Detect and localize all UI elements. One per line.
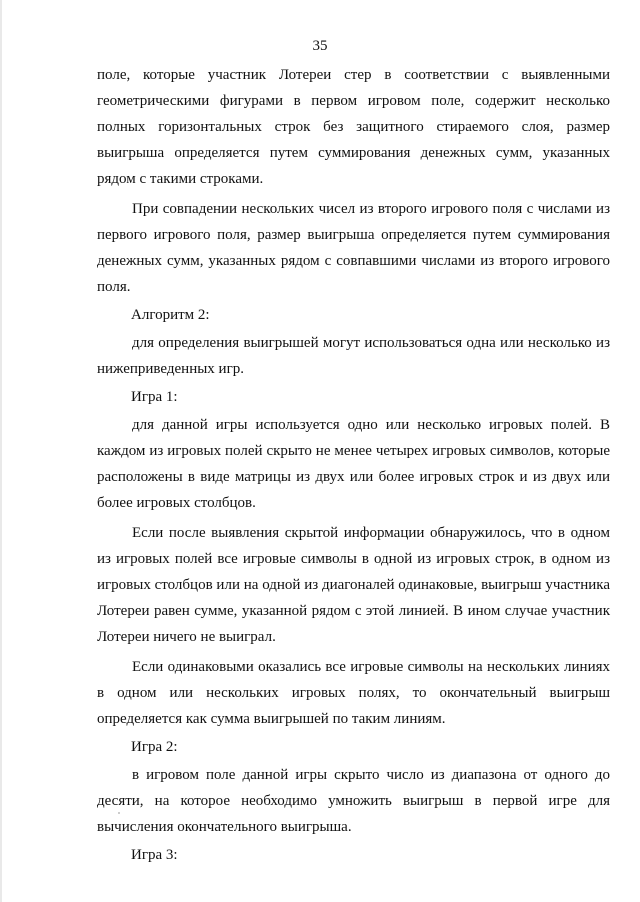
scan-edge (0, 0, 2, 902)
page-number: 35 (312, 38, 328, 54)
scan-speck (118, 812, 120, 814)
heading-game-2: Игра 2: (131, 739, 178, 755)
paragraph-game-1-rule: Если после выявления скрытой информации обнаружилось, что в одном из игровых полей все игровые символы в одной из игровых строк, в одном из игровых столбцов или на одной из диагоналей одинаковые, выигрыш участника Лотереи равен сумме, указанной рядом с этой линией. В ином случае участник Лотереи ничего не выиграл. (97, 525, 610, 645)
paragraph-coincidence: При совпадении нескольких чисел из второго игрового поля с числами из первого игрового поля, размер выигрыша определяется путем суммирования денежных сумм, указанных рядом с совпавшими числами из второго игрового поля. (97, 201, 610, 295)
heading-game-3: Игра 3: (131, 847, 178, 863)
heading-game-1: Игра 1: (131, 389, 178, 405)
paragraph-game-1-multi: Если одинаковыми оказались все игровые символы на нескольких линиях в одном или нескольких игровых полях, то окончательный выигрыш определяется как сумма выигрышей по таким линиям. (97, 659, 610, 727)
heading-algorithm-2: Алгоритм 2: (131, 307, 210, 323)
body-text (97, 62, 610, 868)
paragraph-continuation: поле, которые участник Лотереи стер в соответствии с выявленными геометрическими фигурами в первом игровом поле, содержит несколько полных горизонтальных строк без защитного стираемого слоя, размер выигрыша определяется путем суммирования денежных сумм, указанных рядом с такими строками. (97, 67, 610, 187)
paragraph-game-1: для данной игры используется одно или несколько игровых полей. В каждом из игровых полей скрыто не менее четырех игровых символов, которые расположены в виде матрицы из двух или более игровых строк и из двух или более игровых столбцов. (97, 417, 610, 511)
paragraph-algorithm-2: для определения выигрышей могут использоваться одна или несколько из нижеприведенных игр. (97, 335, 610, 377)
paragraph-game-2: в игровом поле данной игры скрыто число из диапазона от одного до десяти, на которое необходимо умножить выигрыш в первой игре для вычисления окончательного выигрыша. (97, 767, 610, 835)
